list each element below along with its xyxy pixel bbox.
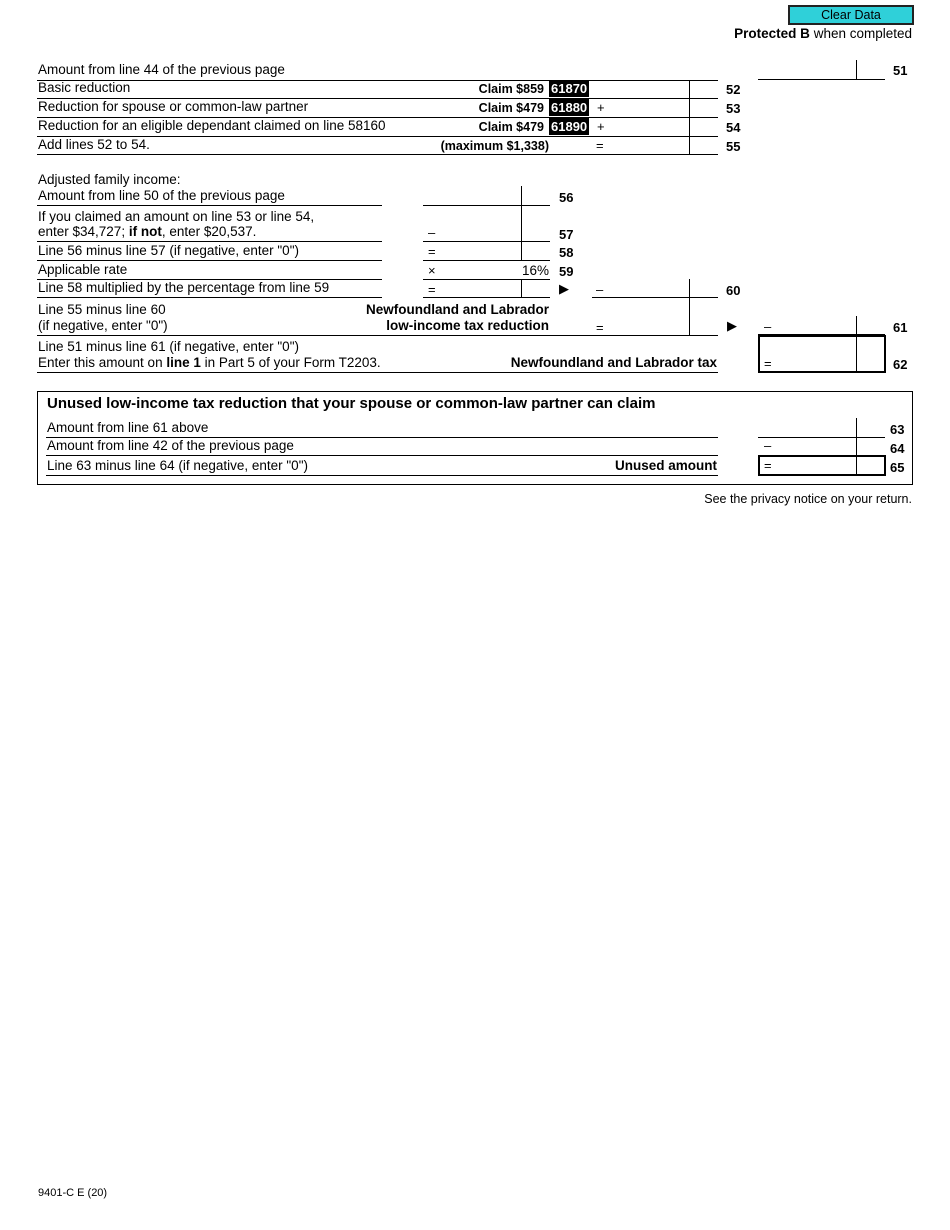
line-number-56: 56: [559, 190, 574, 205]
line51-amount-field[interactable]: [758, 60, 856, 80]
line52-claim: Claim $859: [478, 82, 544, 96]
line-number-61: 61: [893, 320, 908, 335]
line62-equals: =: [764, 356, 772, 371]
form-identifier: 9401-C E (20): [38, 1187, 108, 1199]
line54-claim: Claim $479: [478, 120, 544, 134]
line64-amount-field[interactable]: [778, 437, 856, 455]
line58-amount-field[interactable]: [442, 242, 521, 260]
line62-amount-field[interactable]: [778, 353, 856, 371]
line56-amount-field[interactable]: [423, 186, 521, 206]
line60-calc-amount-field[interactable]: [442, 280, 521, 297]
line55-rule: [37, 154, 718, 155]
line57-rule: [37, 241, 382, 242]
line58-label: Line 56 minus line 57 (if negative, enter "0"): [38, 243, 299, 258]
line64-label: Amount from line 42 of the previous page: [47, 438, 294, 453]
line54-cents-field[interactable]: [690, 118, 718, 135]
adjusted-family-income-heading: Adjusted family income:: [38, 172, 181, 187]
line57-minus: –: [428, 225, 436, 240]
line57-label-a: If you claimed an amount on line 53 or line 54,: [38, 209, 315, 224]
line61-minus: –: [764, 319, 772, 334]
line-number-58: 58: [559, 245, 574, 260]
protected-b-label: Protected B: [734, 26, 810, 41]
line60-cents-field[interactable]: [690, 279, 718, 298]
privacy-notice: See the privacy notice on your return.: [704, 492, 912, 506]
line62-label-a: Line 51 minus line 61 (if negative, enter "0"): [38, 339, 299, 354]
line-number-65: 65: [890, 460, 905, 475]
line58-cents-divider: [521, 242, 522, 261]
line63-label: Amount from line 61 above: [47, 420, 209, 435]
line-number-63: 63: [890, 422, 905, 437]
line61-label-b: (if negative, enter "0"): [38, 318, 168, 333]
line65-rule: [46, 475, 718, 476]
line62-label-b: [38, 355, 381, 371]
line52-code: 61870: [551, 81, 588, 96]
line52-amount-field[interactable]: [592, 80, 689, 97]
line61-cents-field[interactable]: [690, 316, 718, 334]
line65-bold-label: Unused amount: [614, 458, 717, 473]
line61-transfer-cents-field[interactable]: [857, 316, 885, 335]
line60-amount-rule: [592, 297, 612, 298]
line52-label: Basic reduction: [38, 80, 131, 95]
line59-rate: 16%: [521, 263, 549, 278]
line-number-59: 59: [559, 264, 574, 279]
line57-amount-field[interactable]: [442, 223, 521, 242]
line60-rule: [37, 297, 382, 298]
line56-cents-field[interactable]: [522, 186, 550, 206]
line60-minus: –: [596, 282, 604, 297]
line60-calc-cents-divider: [521, 280, 522, 298]
line60-equals: =: [428, 282, 436, 297]
line53-code: 61880: [551, 100, 588, 115]
line55-maximum: (maximum $1,338): [440, 139, 549, 153]
line53-cents-field[interactable]: [690, 99, 718, 116]
line57-label-c-text: , enter $20,537.: [161, 224, 257, 239]
line61-transfer-amount-field[interactable]: [778, 316, 856, 335]
line57-cents-field[interactable]: [522, 223, 550, 242]
line61-bold-b: low-income tax reduction: [386, 318, 549, 333]
line55-equals: =: [596, 138, 604, 153]
line61-label-a: Line 55 minus line 60: [38, 302, 166, 317]
line62-rule: [37, 372, 718, 373]
line-number-62: 62: [893, 357, 908, 372]
line57-label-b: [38, 224, 256, 240]
line53-label: Reduction for spouse or common-law partner: [38, 99, 309, 114]
line55-cents-field[interactable]: [690, 137, 718, 154]
line-number-54: 54: [726, 120, 741, 135]
line-number-51: 51: [893, 63, 908, 78]
line-number-57: 57: [559, 227, 574, 242]
line62-bold-label: Newfoundland and Labrador tax: [510, 355, 717, 370]
protected-b-suffix: when completed: [809, 26, 912, 41]
line57-label-bold: if not: [128, 224, 162, 239]
line59-label: Applicable rate: [38, 262, 128, 277]
line56-rule: [37, 205, 382, 206]
unused-reduction-title: Unused low-income tax reduction that your spouse or common-law partner can claim: [47, 395, 656, 412]
line65-equals: =: [764, 458, 772, 473]
line61-arrow-icon: ▶: [727, 318, 737, 333]
line53-amount-field[interactable]: [610, 99, 689, 116]
line62-label-b-bold: line 1: [166, 355, 201, 370]
line60-label: Line 58 multiplied by the percentage from line 59: [38, 280, 330, 295]
line65-amount-field[interactable]: [778, 457, 856, 474]
line54-label: Reduction for an eligible dependant claimed on line 58160: [38, 118, 386, 133]
line58-rule: [37, 260, 382, 261]
line51-cents-field[interactable]: [857, 60, 885, 80]
line64-minus: –: [764, 438, 772, 453]
line62-label-b-pre: Enter this amount on: [38, 355, 167, 370]
line59-times: ×: [428, 263, 436, 278]
line54-plus: +: [597, 119, 605, 134]
line-number-55: 55: [726, 139, 741, 154]
line51-label: Amount from line 44 of the previous page: [38, 62, 285, 77]
line60-field-rule: [423, 297, 550, 298]
line64-cents-field[interactable]: [857, 437, 885, 455]
line63-amount-field[interactable]: [758, 418, 856, 438]
line54-code: 61890: [551, 119, 588, 134]
line62-label-b-post: in Part 5 of your Form T2203.: [200, 355, 381, 370]
line-number-60: 60: [726, 283, 741, 298]
line64-rule: [46, 455, 718, 456]
line62-cents-field[interactable]: [857, 353, 884, 371]
line55-label: Add lines 52 to 54.: [38, 137, 150, 152]
line56-label: Amount from line 50 of the previous page: [38, 188, 285, 203]
line61-equals: =: [596, 320, 604, 335]
protected-b-notice: [734, 26, 912, 42]
line57-label-b-text: enter $34,727;: [38, 224, 129, 239]
line61-rule: [37, 335, 718, 336]
line65-label: Line 63 minus line 64 (if negative, enter "0"): [47, 458, 308, 473]
line54-amount-field[interactable]: [610, 118, 689, 135]
line61-amount-field[interactable]: [610, 316, 689, 334]
line65-cents-field[interactable]: [857, 457, 884, 474]
clear-data-button[interactable]: Clear Data: [788, 5, 914, 25]
line55-amount-field[interactable]: [610, 137, 689, 154]
line58-equals: =: [428, 244, 436, 259]
line61-bold-a: Newfoundland and Labrador: [365, 302, 549, 317]
line60-arrow-icon: ▶: [559, 281, 569, 296]
line-number-52: 52: [726, 82, 741, 97]
line53-claim: Claim $479: [478, 101, 544, 115]
line52-cents-field[interactable]: [690, 80, 718, 97]
line63-cents-field[interactable]: [857, 418, 885, 438]
line57-field-rule: [423, 241, 443, 242]
line60-amount-field[interactable]: [610, 279, 689, 298]
line-number-53: 53: [726, 101, 741, 116]
line58-field-rule: [423, 260, 550, 261]
line-number-64: 64: [890, 441, 905, 456]
line53-plus: +: [597, 100, 605, 115]
